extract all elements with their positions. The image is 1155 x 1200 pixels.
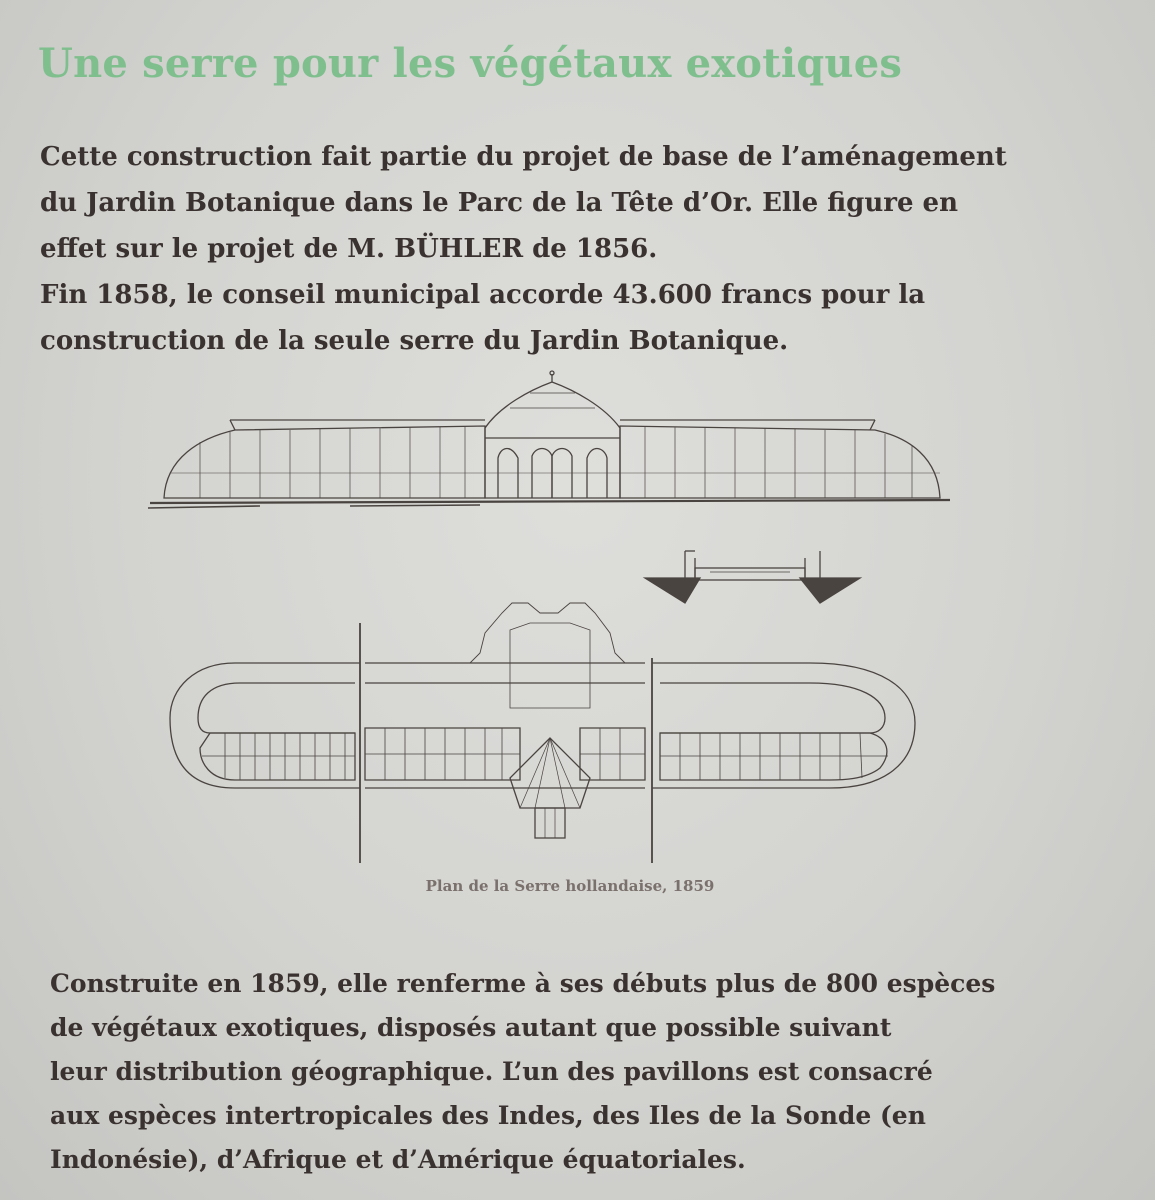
outro-line: de végétaux exotiques, disposés autant que possible suivant xyxy=(50,1013,892,1042)
intro-line: construction de la seule serre du Jardin Botanique. xyxy=(40,326,789,356)
figure-caption: Plan de la Serre hollandaise, 1859 xyxy=(425,877,715,895)
outro-line: Indonésie), d’Afrique et d’Amérique équatoriales. xyxy=(50,1145,746,1174)
greenhouse-plan-drawing xyxy=(140,368,960,868)
outro-paragraph xyxy=(50,962,1114,1182)
outro-line: aux espèces intertropicales des Indes, des Iles de la Sonde (en xyxy=(50,1101,926,1130)
greenhouse-floor-plan-drawing xyxy=(170,603,915,863)
outro-line: Construite en 1859, elle renferme à ses débuts plus de 800 espèces xyxy=(50,969,996,998)
intro-line: Fin 1858, le conseil municipal accorde 43.600 francs pour la xyxy=(40,280,926,310)
section-detail-drawing xyxy=(645,551,860,603)
greenhouse-elevation-drawing xyxy=(148,371,950,508)
outro-line: leur distribution géographique. L’un des pavillons est consacré xyxy=(50,1057,933,1086)
intro-line: du Jardin Botanique dans le Parc de la Tête d’Or. Elle figure en xyxy=(40,188,958,218)
intro-line: effet sur le projet de M. BÜHLER de 1856. xyxy=(40,234,658,264)
panel-title: Une serre pour les végétaux exotiques xyxy=(38,40,903,87)
intro-line: Cette construction fait partie du projet de base de l’aménagement xyxy=(40,142,1007,172)
intro-paragraph xyxy=(40,134,1118,364)
